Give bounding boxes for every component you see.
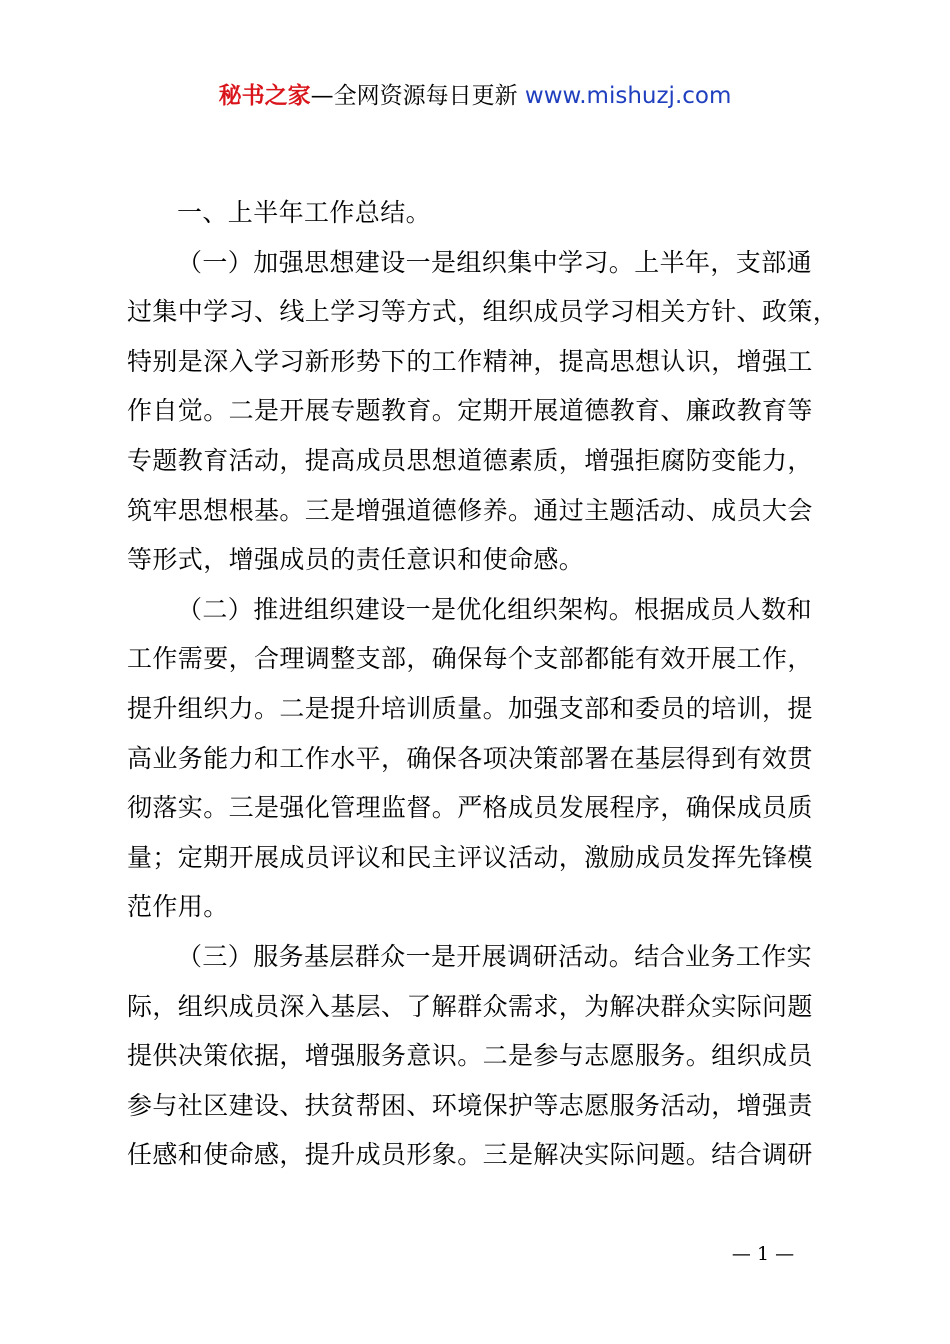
paragraph-line: 参与社区建设、扶贫帮困、环境保护等志愿服务活动，增强责 — [127, 1090, 813, 1120]
brand-name: 秘书之家 — [218, 83, 311, 109]
paragraph-line: 专题教育活动，提高成员思想道德素质，增强拒腐防变能力， — [127, 445, 813, 475]
paragraph-line: （三）服务基层群众一是开展调研活动。结合业务工作实 — [177, 941, 813, 971]
paragraph-line: 特别是深入学习新形势下的工作精神，提高思想认识，增强工 — [127, 346, 813, 376]
paragraph-line: （一）加强思想建设一是组织集中学习。上半年，支部通 — [177, 247, 813, 277]
section-heading: 一、上半年工作总结。 — [177, 198, 432, 227]
paragraph-line: 提供决策依据，增强服务意识。二是参与志愿服务。组织成员 — [127, 1041, 813, 1071]
paragraph-line: （二）推进组织建设一是优化组织架构。根据成员人数和 — [177, 594, 813, 624]
paragraph-line: 范作用。 — [127, 892, 229, 922]
paragraph-line: 量；定期开展成员评议和民主评议活动，激励成员发挥先锋模 — [127, 842, 813, 872]
paragraph-line: 筑牢思想根基。三是增强道德修养。通过主题活动、成员大会 — [127, 495, 813, 525]
paragraph-line: 彻落实。三是强化管理监督。严格成员发展程序，确保成员质 — [127, 793, 813, 823]
paragraph-line: 过集中学习、线上学习等方式，组织成员学习相关方针、政策， — [127, 297, 839, 327]
page-number: — 1 — — [731, 1243, 795, 1265]
paragraph-line: 作自觉。二是开展专题教育。定期开展道德教育、廉政教育等 — [127, 396, 813, 426]
paragraph-line: 等形式，增强成员的责任意识和使命感。 — [127, 545, 585, 575]
header-url[interactable]: www.mishuzj.com — [524, 83, 732, 109]
document-body — [127, 188, 839, 1180]
watermark-header — [0, 80, 950, 112]
paragraph-line: 工作需要，合理调整支部，确保每个支部都能有效开展工作， — [127, 644, 813, 674]
paragraph-line: 任感和使命感，提升成员形象。三是解决实际问题。结合调研 — [127, 1140, 813, 1170]
paragraph-line: 际，组织成员深入基层、了解群众需求，为解决群众实际问题 — [127, 991, 813, 1021]
header-tagline: —全网资源每日更新 — [310, 83, 518, 109]
paragraph-line: 高业务能力和工作水平，确保各项决策部署在基层得到有效贯 — [127, 743, 813, 773]
paragraph-line: 提升组织力。二是提升培训质量。加强支部和委员的培训，提 — [127, 693, 813, 723]
